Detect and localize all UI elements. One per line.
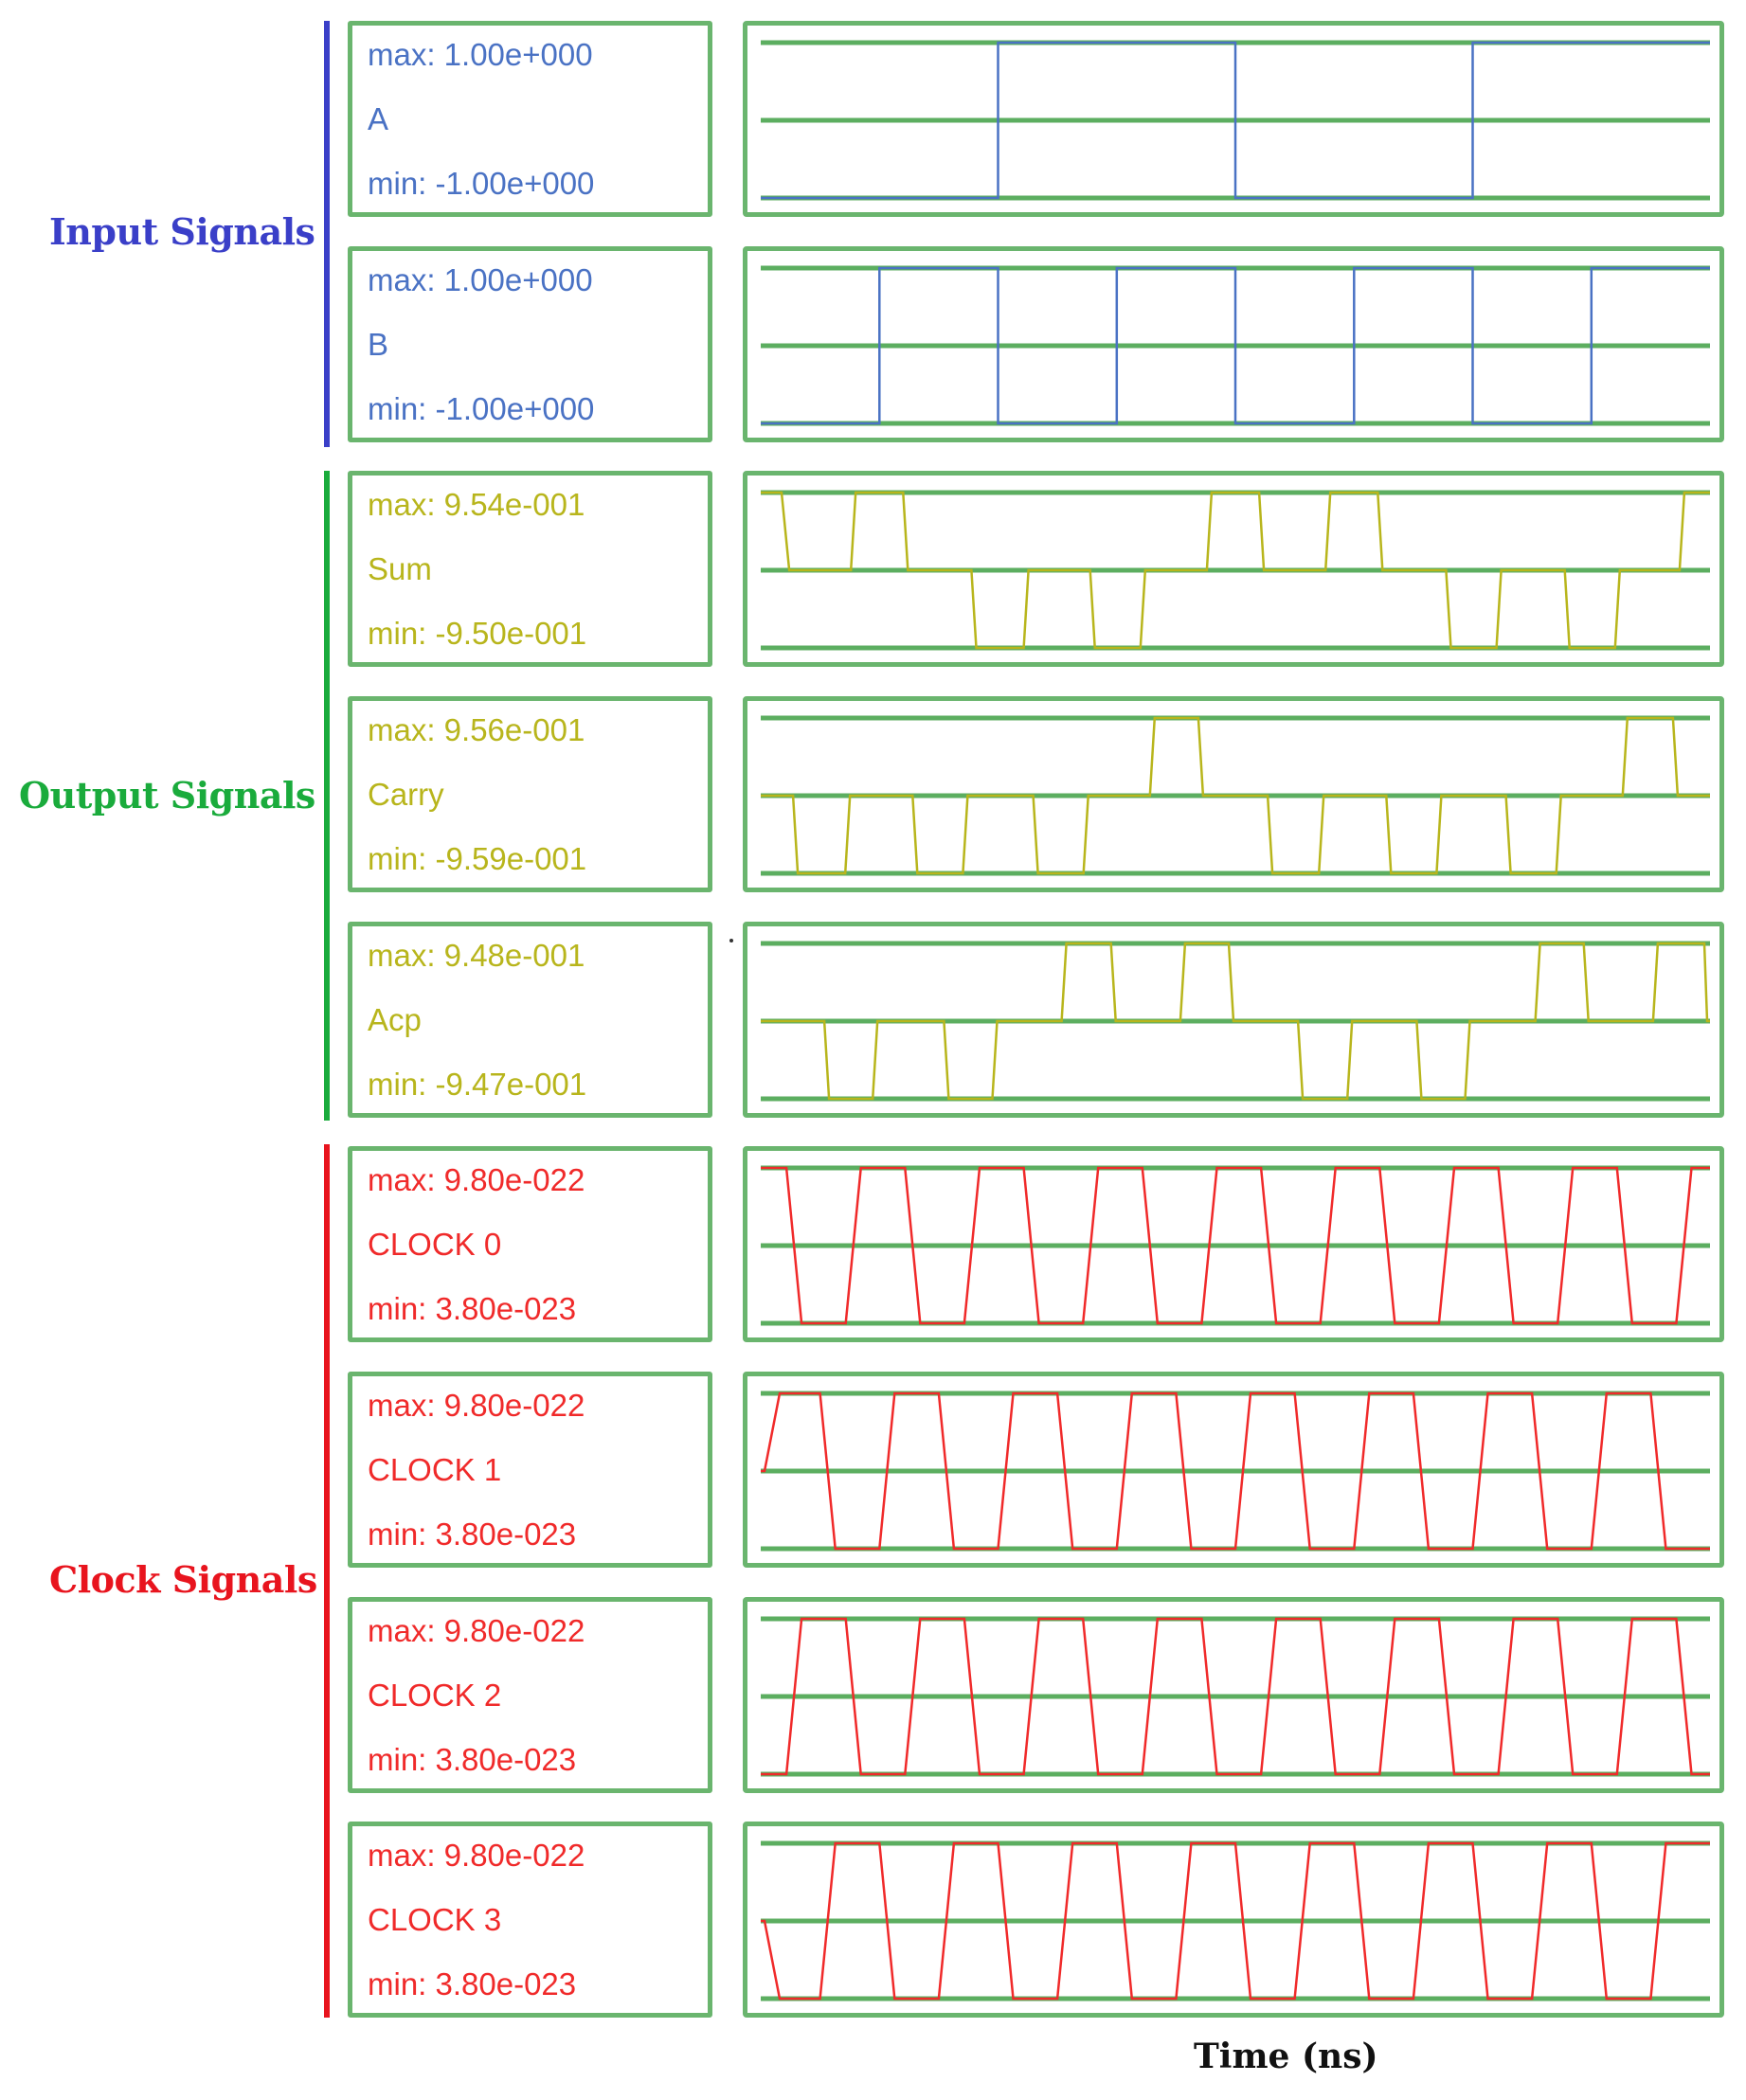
signal-max-value: max: 9.54e-001 (368, 487, 585, 522)
signal-info-a (348, 21, 712, 217)
signal-name: B (368, 327, 389, 362)
signal-name: CLOCK 0 (368, 1227, 502, 1262)
signal-max-value: max: 9.56e-001 (368, 712, 585, 747)
signal-trace (761, 718, 1710, 873)
signal-name: A (368, 101, 389, 136)
waveform-plot (747, 1151, 1719, 1337)
signal-name: CLOCK 3 (368, 1902, 502, 1937)
signal-info-clock-3 (348, 1822, 712, 2018)
waveform-plot (747, 926, 1719, 1113)
waveform-plot (747, 251, 1719, 438)
signal-max-value: max: 9.48e-001 (368, 938, 585, 973)
signal-min-value: min: 3.80e-023 (368, 1291, 577, 1326)
signal-max-value: max: 9.80e-022 (368, 1388, 585, 1423)
waveform-panel-clock-1 (743, 1372, 1724, 1568)
waveform-plot (747, 26, 1719, 212)
signal-info-acp (348, 922, 712, 1118)
signal-min-value: min: -9.47e-001 (368, 1067, 587, 1102)
waveform-panel-clock-2 (743, 1597, 1724, 1793)
signal-min-value: min: -1.00e+000 (368, 166, 595, 201)
waveform-plot (747, 1826, 1719, 2013)
waveform-plot (747, 701, 1719, 888)
waveform-panel-a (743, 21, 1724, 217)
x-axis-label: Time (ns) (1194, 2037, 1378, 2076)
signal-name: CLOCK 1 (368, 1452, 502, 1487)
waveform-panel-clock-0 (743, 1146, 1724, 1342)
signal-info-clock-2 (348, 1597, 712, 1793)
signal-info-carry (348, 696, 712, 892)
group-label-output-signals: Output Signals (19, 774, 315, 817)
waveform-panel-carry (743, 696, 1724, 892)
signal-min-value: min: -1.00e+000 (368, 391, 595, 426)
waveform-panel-acp (743, 922, 1724, 1118)
signal-info-sum (348, 471, 712, 667)
waveform-panel-b (743, 246, 1724, 442)
waveform-plot (747, 1376, 1719, 1563)
signal-name: CLOCK 2 (368, 1678, 502, 1713)
group-bracket-line (324, 471, 330, 1121)
signal-name: Acp (368, 1002, 422, 1037)
signal-min-value: min: 3.80e-023 (368, 1517, 577, 1552)
signal-min-value: min: -9.50e-001 (368, 616, 587, 651)
signal-name: Sum (368, 551, 432, 586)
signal-info-clock-1 (348, 1372, 712, 1568)
signal-name: Carry (368, 777, 444, 812)
signal-max-value: max: 1.00e+000 (368, 37, 593, 72)
group-label-input-signals: Input Signals (49, 210, 315, 253)
signal-max-value: max: 9.80e-022 (368, 1613, 585, 1648)
signal-min-value: min: -9.59e-001 (368, 841, 587, 876)
signal-max-value: max: 1.00e+000 (368, 262, 593, 297)
group-bracket-line (324, 21, 330, 447)
signal-min-value: min: 3.80e-023 (368, 1966, 577, 2001)
stray-dot (729, 939, 733, 942)
signal-min-value: min: 3.80e-023 (368, 1742, 577, 1777)
waveform-plot (747, 476, 1719, 662)
signal-max-value: max: 9.80e-022 (368, 1162, 585, 1197)
signal-info-b (348, 246, 712, 442)
group-bracket-line (324, 1144, 330, 2018)
group-label-clock-signals: Clock Signals (49, 1558, 317, 1601)
signal-max-value: max: 9.80e-022 (368, 1838, 585, 1873)
waveform-panel-clock-3 (743, 1822, 1724, 2018)
waveform-plot (747, 1602, 1719, 1788)
waveform-panel-sum (743, 471, 1724, 667)
signal-info-clock-0 (348, 1146, 712, 1342)
